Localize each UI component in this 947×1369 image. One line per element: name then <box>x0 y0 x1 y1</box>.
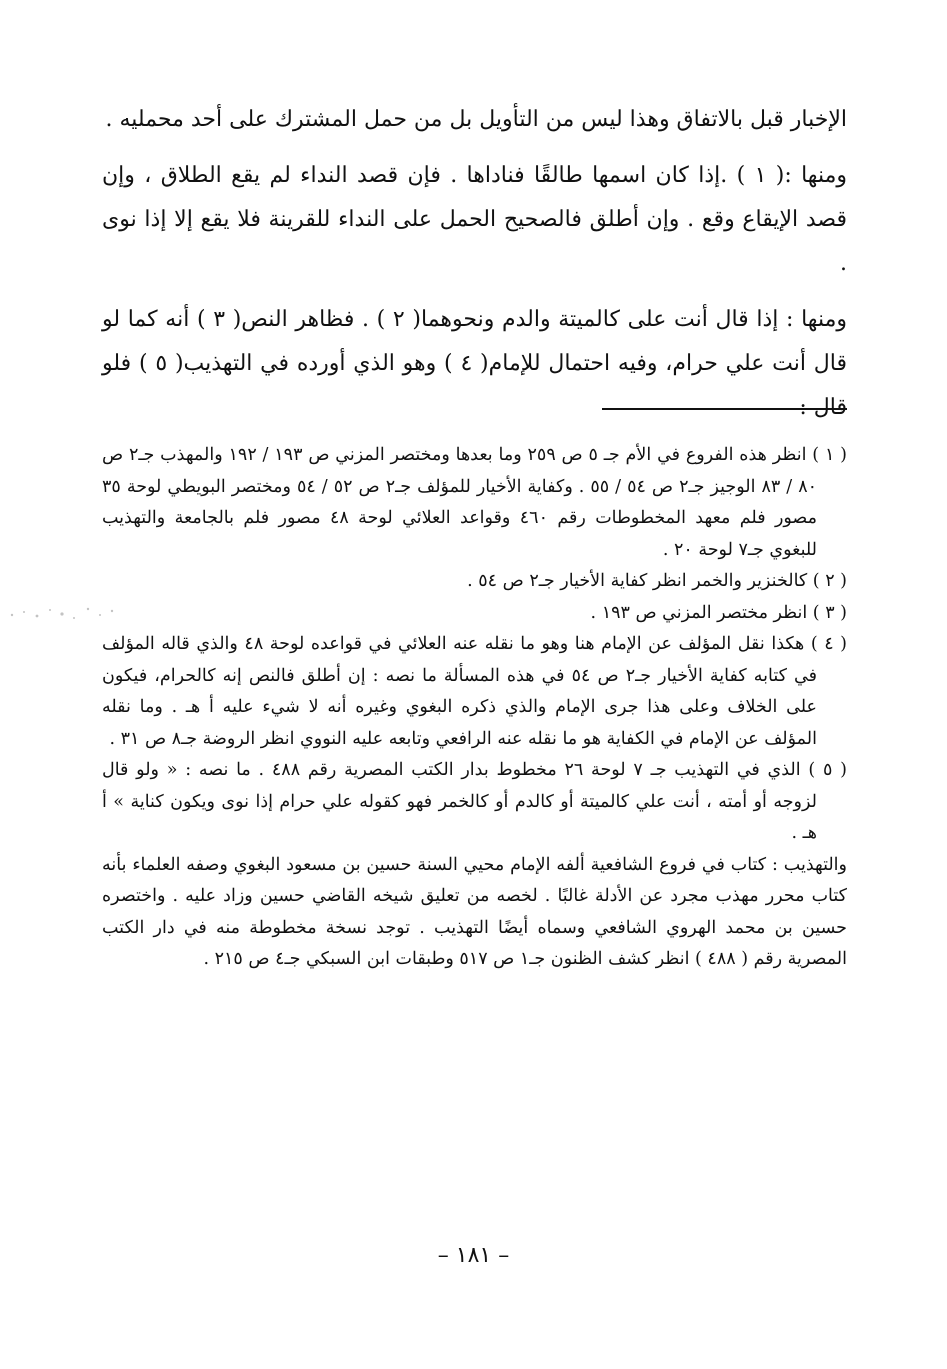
footnote-3: ( ٣ ) انظر مختصر المزني ص ١٩٣ . <box>590 602 847 623</box>
main-paragraph-2: ومنها :( ١ ) .إذا كان اسمها طالقًا فناداها . فإن قصد النداء لم يقع الطلاق ، وإن قصد الإيقاع وقع . وإن أطلق فالصحيح الحمل على النداء للقرينة فلا يقع إلا إذا نوى . <box>102 163 847 276</box>
main-paragraph-1: الإخبار قبل بالاتفاق وهذا ليس من التأويل بل من حمل المشترك على أحد محمليه . <box>105 107 847 132</box>
footnote-2: ( ٢ ) كالخنزير والخمر انظر كفاية الأخيار جـ٢ ص ٥٤ . <box>467 571 847 591</box>
tahdhib-note: والتهذيب : كتاب في فروع الشافعية ألفه الإمام محيي السنة حسين بن مسعود البغوي وصفه العلماء بأنه كتاب محرر مهذب مجرد عن الأدلة غالبًا . لخصه من تعليق شيخه القاضي حسين وزاد عليه . واختصره حسين بن محمد الهروي الشافعي وسماه أيضًا التهذيب . توجد نسخة مخطوطة منه في دار الكتب المصرية رقم ( ٤٨٨ ) انظر كشف الظنون جـ١ ص ٥١٧ وطبقات ابن السبكي جـ٤ ص ٢١٥ . <box>102 854 847 969</box>
footnote-1: ( ١ ) انظر هذه الفروع في الأم جـ ٥ ص ٢٥٩ وما بعدها ومختصر المزني ص ١٩٣ / ١٩٢ والمهذب جـ٢ ص ٨٠ / ٨٣ الوجيز جـ٢ ص ٥٤ / ٥٥ . وكفاية الأخيار للمؤلف جـ٢ ص ٥٢ / ٥٤ ومختصر البويطي لوحة ٣٥ مصور فلم معهد المخطوطات رقم ٤٦٠ وقواعد العلائي لوحة ٤٨ مصور فلم بالجامعة والتهذيب للبغوي جـ٧ لوحة ٢٠ . <box>102 445 848 560</box>
footnotes <box>102 440 847 976</box>
footnote-separator <box>602 408 847 410</box>
footnote-4: ( ٤ ) هكذا نقل المؤلف عن الإمام هنا وهو ما نقله عنه العلائي في قواعده لوحة ٤٨ والذي قاله المؤلف في كتابه كفاية الأخيار جـ٢ ص ٥٤ في هذه المسألة ما نصه : إن أطلق فالنص إنه كالحرام، فيكون على الخلاف وعلى هذا جرى الإمام والذي ذكره البغوي وغيره أنه لا شيء عليه أ هـ . وما نقله المؤلف عن الإمام في الكفاية هو ما نقله عنه الرافعي وتابعه عليه النووي انظر الروضة جـ٨ ص ٣١ . <box>102 634 848 749</box>
main-paragraph-3: ومنها : إذا قال أنت على كالميتة والدم ونحوهما( ٢ ) . فظاهر النص( ٣ ) أنه كما لو قال أنت علي حرام، وفيه احتمال للإمام( ٤ ) وهو الذي أورده في التهذيب( ٥ ) فلو قال : <box>102 307 848 420</box>
scan-smudge-mark <box>2 600 122 630</box>
page-number: – ١٨١ – <box>437 1243 510 1268</box>
footnote-5: ( ٥ ) الذي في التهذيب جـ ٧ لوحة ٢٦ مخطوط بدار الكتب المصرية رقم ٤٨٨ . ما نصه : « ولو قال لزوجه أو أمته ، أنت علي كالميتة أو كالدم أو كالخمر فهو كقوله علي حرام إذا نوى ويكون كناية » أ هـ . <box>102 760 847 843</box>
main-text <box>102 98 847 442</box>
